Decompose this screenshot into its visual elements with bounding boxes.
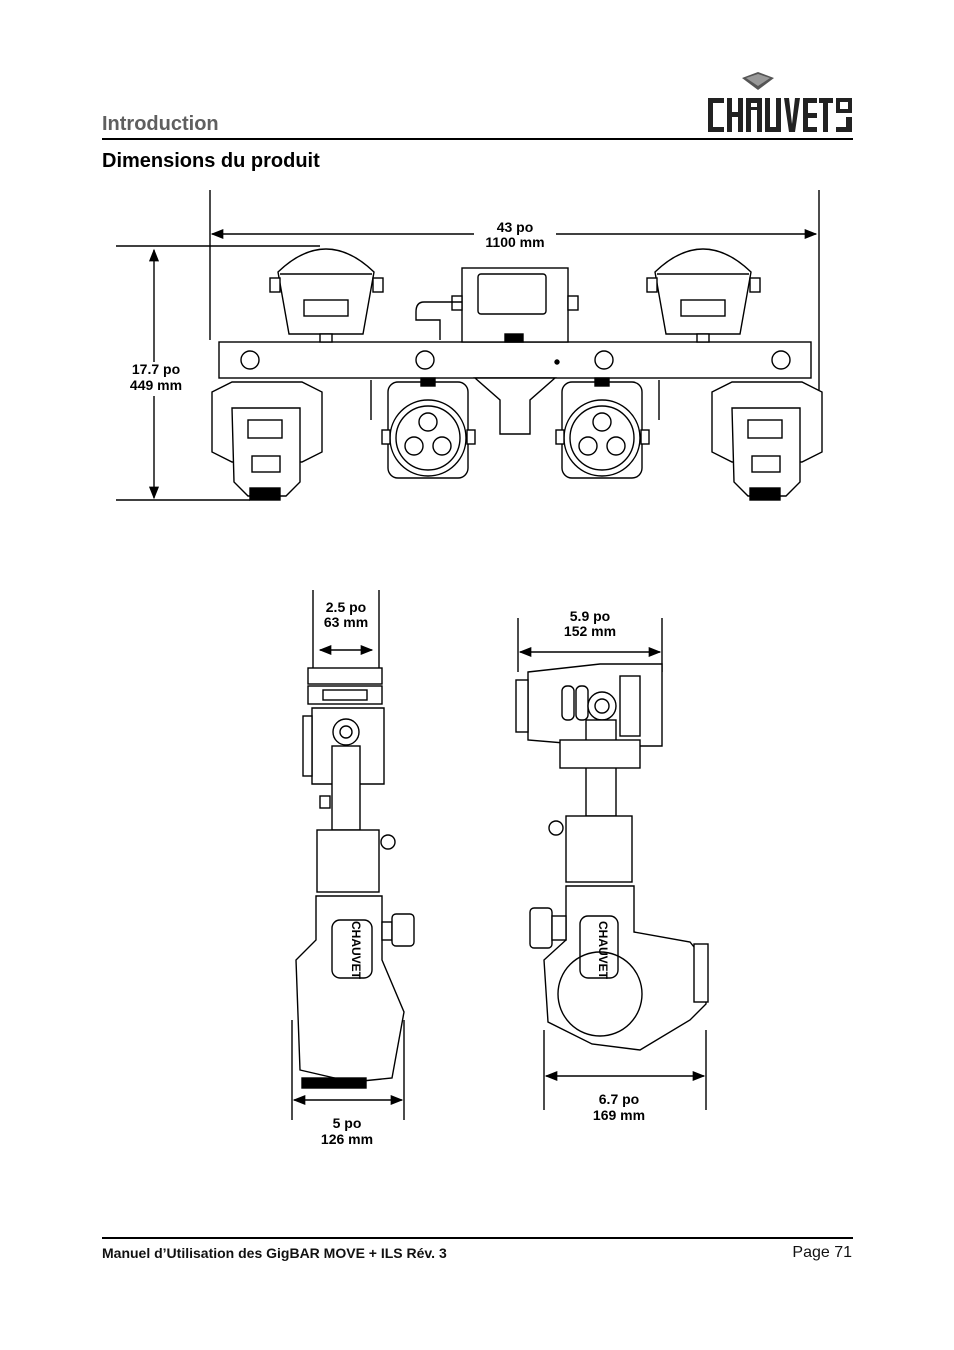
dim-head-bottom-in: 5 po bbox=[332, 1115, 362, 1131]
dim-head-top-in: 2.5 po bbox=[325, 599, 367, 615]
center-unit bbox=[416, 268, 578, 342]
section-heading: Introduction bbox=[102, 113, 219, 135]
par-left bbox=[382, 378, 475, 478]
par-right bbox=[556, 378, 649, 478]
svg-text:CHAUVET: CHAUVET bbox=[349, 920, 363, 980]
dim-width-mm: 1100 mm bbox=[485, 234, 545, 250]
bar-system-front-view bbox=[116, 190, 822, 500]
dim-height-mm: 449 mm bbox=[129, 377, 183, 393]
dim-side-bottom-in: 6.7 po bbox=[598, 1091, 640, 1107]
moving-head-right bbox=[712, 382, 822, 500]
manual-title: Manuel d’Utilisation des GigBAR MOVE + ILS Rév. 3 bbox=[102, 1245, 447, 1261]
head-front-view bbox=[292, 590, 414, 1120]
page-number: Page 71 bbox=[792, 1244, 852, 1261]
dim-side-bottom-mm: 169 mm bbox=[592, 1107, 646, 1123]
derby-right bbox=[647, 249, 760, 342]
dim-head-bottom-mm: 126 mm bbox=[320, 1131, 374, 1147]
derby-left bbox=[270, 249, 383, 342]
dim-width-in: 43 po bbox=[496, 219, 534, 235]
dim-height-in: 17.7 po bbox=[131, 361, 181, 377]
svg-text:CHAUVET: CHAUVET bbox=[596, 920, 610, 980]
page-title: Dimensions du produit bbox=[102, 150, 320, 172]
dim-side-top-mm: 152 mm bbox=[563, 623, 617, 639]
head-side-view bbox=[516, 618, 708, 1110]
moving-head-left bbox=[212, 382, 322, 500]
dim-side-top-in: 5.9 po bbox=[569, 608, 611, 624]
dim-head-top-mm: 63 mm bbox=[323, 614, 369, 630]
footer-rule bbox=[102, 1237, 853, 1239]
